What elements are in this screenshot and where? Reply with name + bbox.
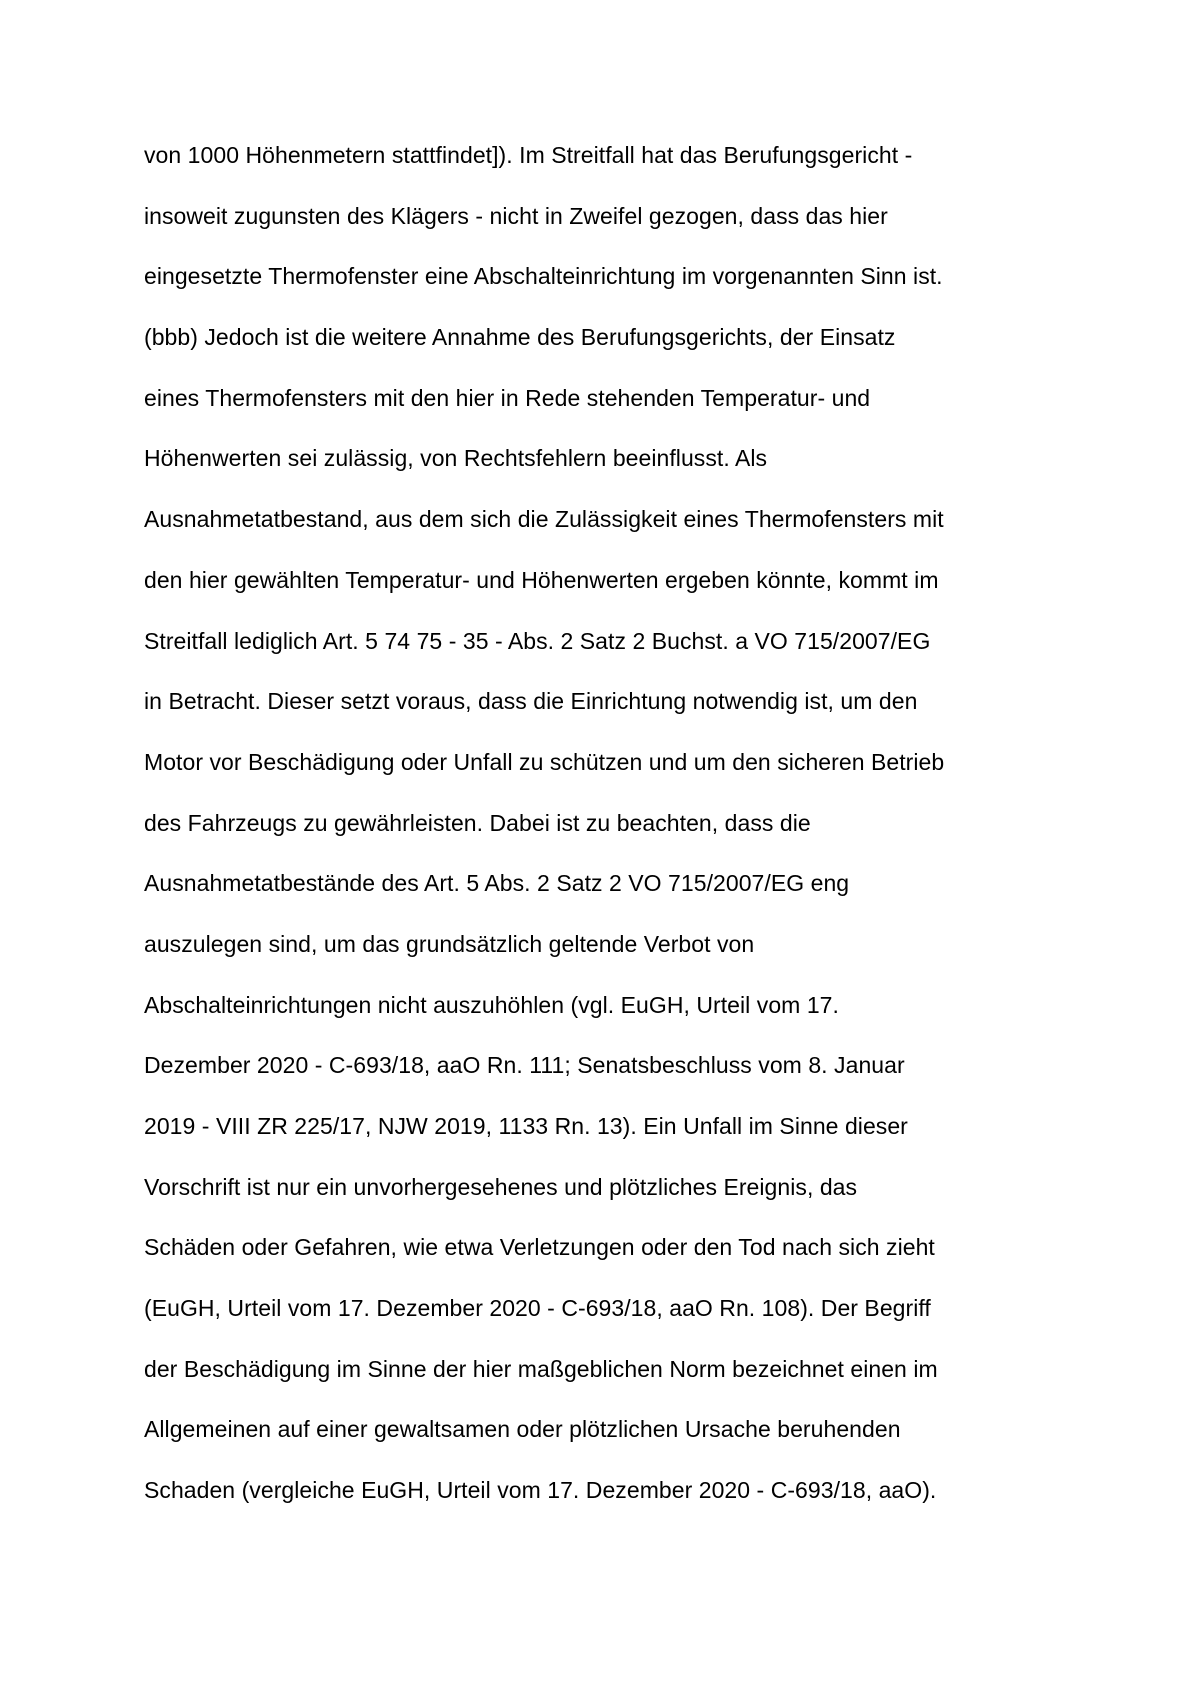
text-line: den hier gewählten Temperatur- und Höhenwerten ergeben könnte, kommt im — [144, 566, 939, 593]
text-line: Ausnahmetatbestand, aus dem sich die Zulässigkeit eines Thermofensters mit — [144, 506, 944, 533]
text-line: (bbb) Jedoch ist die weitere Annahme des Berufungsgerichts, der Einsatz — [144, 324, 896, 351]
text-line: der Beschädigung im Sinne der hier maßgeblichen Norm bezeichnet einen im — [144, 1355, 938, 1382]
text-line: Schaden (vergleiche EuGH, Urteil vom 17. Dezember 2020 - C-693/18, aaO). — [144, 1477, 937, 1504]
text-line: insoweit zugunsten des Klägers - nicht in Zweifel gezogen, dass das hier — [144, 202, 888, 229]
text-line: auszulegen sind, um das grundsätzlich geltende Verbot von — [144, 930, 755, 957]
text-line: Motor vor Beschädigung oder Unfall zu schützen und um den sicheren Betrieb — [144, 748, 945, 775]
body-text — [144, 137, 1144, 1533]
text-line: 2019 - VIII ZR 225/17, NJW 2019, 1133 Rn. 13). Ein Unfall im Sinne dieser — [144, 1113, 908, 1139]
text-line: von 1000 Höhenmetern stattfindet]). Im Streitfall hat das Berufungsgericht - — [144, 142, 913, 168]
text-line: Allgemeinen auf einer gewaltsamen oder plötzlichen Ursache beruhenden — [144, 1416, 901, 1443]
text-line: Dezember 2020 - C-693/18, aaO Rn. 111; Senatsbeschluss vom 8. Januar — [144, 1052, 905, 1079]
text-line: Ausnahmetatbestände des Art. 5 Abs. 2 Satz 2 VO 715/2007/EG eng — [144, 870, 850, 897]
text-line: eines Thermofensters mit den hier in Rede stehenden Temperatur- und — [144, 384, 871, 411]
text-line: Höhenwerten sei zulässig, von Rechtsfehlern beeinflusst. Als — [144, 445, 768, 472]
text-line: eingesetzte Thermofenster eine Abschalteinrichtung im vorgenannten Sinn ist. — [144, 263, 943, 290]
text-line: Schäden oder Gefahren, wie etwa Verletzungen oder den Tod nach sich zieht — [144, 1234, 935, 1261]
text-line: in Betracht. Dieser setzt voraus, dass die Einrichtung notwendig ist, um den — [144, 688, 918, 715]
text-line: Vorschrift ist nur ein unvorhergesehenes und plötzliches Ereignis, das — [144, 1173, 858, 1200]
text-line: des Fahrzeugs zu gewährleisten. Dabei ist zu beachten, dass die — [144, 809, 811, 836]
text-line: (EuGH, Urteil vom 17. Dezember 2020 - C-693/18, aaO Rn. 108). Der Begriff — [144, 1295, 931, 1322]
text-line: Abschalteinrichtungen nicht auszuhöhlen (vgl. EuGH, Urteil vom 17. — [144, 991, 839, 1018]
text-line: Streitfall lediglich Art. 5 74 75 - 35 - Abs. 2 Satz 2 Buchst. a VO 715/2007/EG — [144, 627, 931, 654]
